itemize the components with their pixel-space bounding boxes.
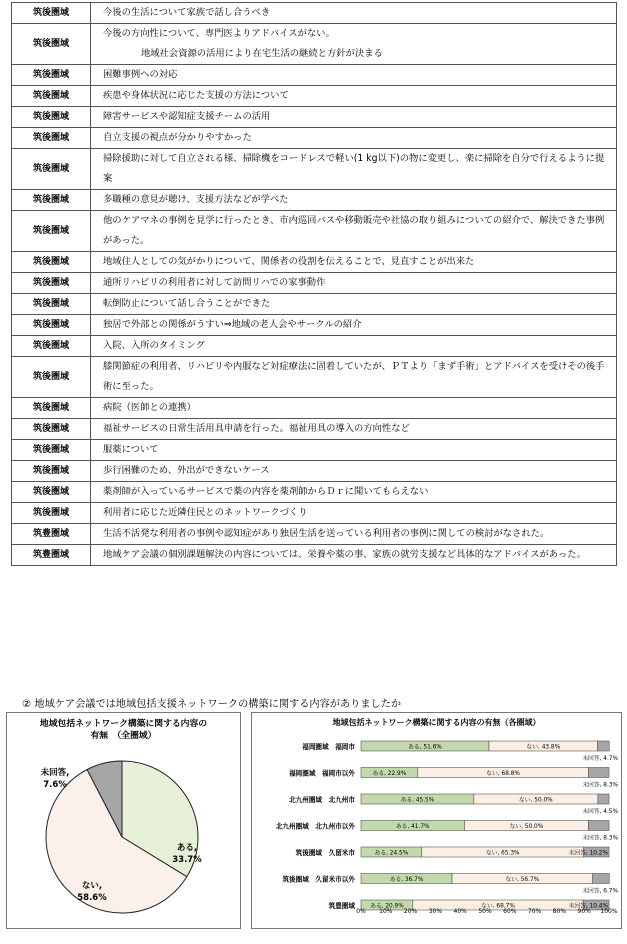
data-label: ない, 56.7%: [505, 877, 540, 883]
content-line: 歩行困難のため、外出ができないケース: [103, 465, 270, 476]
x-tick-label: 50%: [478, 908, 492, 915]
pie-slice-pct-2: 7.6%: [43, 780, 67, 790]
area-cell: 筑後圏域: [12, 211, 91, 252]
table-row: [12, 149, 617, 190]
area-cell: 筑後圏域: [12, 315, 91, 336]
x-tick-label: 60%: [503, 908, 517, 915]
content-line: 病院（医師との連携）: [103, 402, 196, 413]
content-line: 今後の生活について家族で話し合うべき: [103, 7, 271, 18]
area-cell: 筑後圏域: [12, 107, 91, 128]
area-cell: 筑後圏域: [12, 24, 91, 65]
table-row: [12, 65, 617, 86]
data-label: ある, 41.7%: [395, 824, 430, 830]
bar-chart: [252, 713, 621, 928]
content-cell: [91, 482, 617, 503]
table-row: [12, 273, 617, 294]
content-line: 福祉サービスの日常生活用具申請を行った。福祉用具の導入の方向性など: [103, 423, 410, 434]
content-line: 薬剤師が入っているサービスで薬の内容を薬剤師からＤｒに聞いてもらえない: [103, 486, 429, 497]
content-line: 転倒防止について話し合うことができた: [103, 298, 271, 309]
area-cell: 筑豊圏域: [12, 545, 91, 566]
content-cell: [91, 65, 617, 86]
area-cell: 筑後圏域: [12, 461, 91, 482]
table-row: [12, 190, 617, 211]
data-label: ある, 51.6%: [408, 744, 442, 751]
pie-chart-panel: [6, 712, 241, 929]
pie-title-line1: 地域包括ネットワーク構築に関する内容の: [39, 719, 208, 729]
table-row: [12, 294, 617, 315]
pie-slice-label-2: 未回答,: [40, 768, 70, 778]
content-line: 服薬について: [103, 444, 159, 455]
content-cell: [91, 440, 617, 461]
content-line: 障害サービスや認知症支援チームの活用: [103, 111, 271, 122]
area-cell: 筑後圏域: [12, 86, 91, 107]
section-title: ② 地域ケア会議では地域包括支援ネットワークの構築に関する内容がありましたか: [22, 699, 402, 710]
content-cell: [91, 461, 617, 482]
table-row: [12, 3, 617, 24]
table-row: [12, 482, 617, 503]
area-cell: 筑後圏域: [12, 336, 91, 357]
content-line: 生活不活発な利用者の事例や認知症があり独居生活を送っている利用者の事例に関しての検討がなされた。: [103, 528, 550, 539]
data-label: ある, 22.9%: [372, 771, 407, 777]
content-line: 地域住人としての気がかりについて、関係者の役割を伝えることで、見直すことが出来た: [103, 256, 475, 267]
pie-slice-label-0: ある,: [176, 843, 198, 853]
content-cell: [91, 294, 617, 315]
area-cell: 筑後圏域: [12, 273, 91, 294]
table-row: [12, 24, 617, 65]
content-cell: [91, 545, 617, 566]
response-table: [11, 2, 617, 566]
content-cell: [91, 211, 617, 252]
area-cell: 筑後圏域: [12, 128, 91, 149]
bar-segment: [598, 741, 610, 751]
area-cell: 筑後圏域: [12, 149, 91, 190]
data-label: ある, 20.9%: [370, 903, 404, 910]
area-cell: 筑後圏域: [12, 440, 91, 461]
table-row: [12, 252, 617, 273]
data-label: 未回答, 10.4%: [568, 903, 608, 910]
data-label: 未回答, 8.3%: [582, 782, 618, 789]
content-line: 多職種の意見が聴け、支援方法などが学べた: [103, 194, 289, 205]
table-row: [12, 128, 617, 149]
bar-chart-panel: [251, 712, 622, 929]
content-cell: [91, 357, 617, 398]
bar-segment: [588, 768, 609, 778]
x-tick-label: 80%: [552, 908, 567, 915]
table-row: [12, 211, 617, 252]
table-row: [12, 419, 617, 440]
content-cell: [91, 3, 617, 24]
content-line: 困難事例への対応: [103, 69, 178, 80]
table-row: [12, 440, 617, 461]
area-cell: 筑後圏域: [12, 503, 91, 524]
x-tick-label: 30%: [428, 908, 443, 915]
pie-slice-label-1: ない,: [81, 881, 103, 891]
x-tick-label: 90%: [577, 908, 591, 915]
table-row: [12, 524, 617, 545]
area-cell: 筑後圏域: [12, 190, 91, 211]
x-tick-label: 20%: [403, 908, 418, 915]
table-row: [12, 461, 617, 482]
content-cell: [91, 524, 617, 545]
category-label: 福岡圏域 福岡市以外: [289, 769, 355, 778]
data-label: ない, 50.0%: [518, 797, 553, 804]
content-cell: [91, 273, 617, 294]
bar-segment: [588, 821, 609, 831]
category-label: 北九州圏域 北九州市以外: [275, 822, 355, 831]
x-tick-label: 0%: [356, 908, 366, 915]
table-row: [12, 398, 617, 419]
content-cell: [91, 503, 617, 524]
area-cell: 筑後圏域: [12, 252, 91, 273]
data-label: ない, 50.0%: [509, 824, 544, 830]
x-tick-label: 10%: [379, 908, 393, 915]
bar-segment: [593, 874, 610, 884]
data-label: ない, 68.8%: [486, 771, 520, 777]
area-cell: 筑後圏域: [12, 294, 91, 315]
area-cell: 筑後圏域: [12, 3, 91, 24]
data-label: ない, 65.3%: [485, 850, 520, 857]
content-line: 膝関節症の利用者、リハビリや内服など対症療法に固着していたが、ＰＴより「まず手術」とアドバイスを受けその後手術に至った。: [103, 361, 605, 392]
content-cell: [91, 149, 617, 190]
content-cell: [91, 398, 617, 419]
area-cell: 筑後圏域: [12, 357, 91, 398]
content-line: 掃除援助に対して自立される様、掃除機をコードレスで軽い(1 kg以下)の物に変更し、楽に掃除を自分で行えるように提案: [103, 153, 605, 184]
content-line: 今後の方向性について、専門医よりアドバイスがない。: [103, 28, 335, 39]
table-row: [12, 357, 617, 398]
table-row: [12, 503, 617, 524]
x-tick-label: 40%: [453, 908, 467, 915]
content-line: 自立支援の視点が分かりやすかった: [103, 132, 252, 143]
content-cell: [91, 190, 617, 211]
area-cell: 筑豊圏域: [12, 524, 91, 545]
area-cell: 筑後圏域: [12, 398, 91, 419]
category-label: 筑後圏域 久留米市: [295, 849, 355, 857]
data-label: ない, 43.8%: [526, 744, 561, 751]
data-label: 未回答, 8.3%: [582, 835, 618, 842]
x-tick-label: 100%: [600, 908, 618, 915]
area-cell: 筑後圏域: [12, 419, 91, 440]
data-label: 未回答, 4.5%: [582, 809, 618, 815]
content-line: 地域ケア会議の個別課題解決の内容については、栄養や薬の事、家族の就労支援など具体的なアドバイスがあった。: [103, 549, 586, 560]
table-row: [12, 545, 617, 566]
content-cell: [91, 419, 617, 440]
data-label: ある, 24.5%: [374, 850, 409, 857]
content-line: 利用者に応じた近隣住民とのネットワークづくり: [103, 507, 308, 518]
data-label: 未回答, 10.2%: [568, 850, 608, 857]
area-cell: 筑後圏域: [12, 65, 91, 86]
content-cell: [91, 24, 617, 65]
data-label: ある, 45.5%: [400, 797, 435, 804]
data-label: 未回答, 4.7%: [582, 756, 618, 762]
content-cell: [91, 252, 617, 273]
area-cell: 筑後圏域: [12, 482, 91, 503]
data-label: 未回答, 6.7%: [582, 888, 618, 895]
content-line: 通所リハビリの利用者に対して訪問リハでの家事動作: [103, 277, 326, 288]
table-row: [12, 315, 617, 336]
table-row: [12, 86, 617, 107]
content-cell: [91, 315, 617, 336]
category-label: 北九州圏域 北九州市: [289, 796, 355, 804]
content-line: 独居で外部との関係がうすい⇒地域の老人会やサークルの紹介: [103, 319, 362, 330]
bar-segment: [598, 794, 609, 804]
content-line: 他のケアマネの事例を見学に行ったとき、市内巡回バスや移動販売や社協の取り組みについての紹介で、解決できた事例があった。: [103, 215, 605, 246]
data-label: ない, 68.7%: [481, 903, 515, 910]
pie-chart: [7, 713, 240, 928]
bar-chart-title: 地域包括ネットワーク構築に関する内容の有無（各圏域）: [332, 718, 541, 727]
table-row: [12, 336, 617, 357]
content-cell: [91, 86, 617, 107]
category-label: 福岡圏域 福岡市: [302, 743, 355, 751]
pie-title-line2: 有無 （全圏域）: [90, 731, 157, 741]
data-label: ある, 36.7%: [389, 877, 424, 883]
content-line: 疾患や身体状況に応じた支援の方法について: [103, 90, 289, 101]
pie-slice-pct-1: 58.6%: [77, 893, 107, 903]
content-cell: [91, 128, 617, 149]
category-label: 筑豊圏域: [328, 902, 355, 910]
category-label: 筑後圏域 久留米市以外: [282, 875, 355, 884]
content-cell: [91, 107, 617, 128]
content-cell: [91, 336, 617, 357]
pie-slice-pct-0: 33.7%: [172, 855, 202, 865]
content-line: 地域社会資源の活用により在宅生活の継続と方針が決まる: [141, 48, 383, 59]
x-tick-label: 70%: [527, 908, 542, 915]
table-row: [12, 107, 617, 128]
content-line: 入院、入所のタイミング: [103, 340, 205, 351]
